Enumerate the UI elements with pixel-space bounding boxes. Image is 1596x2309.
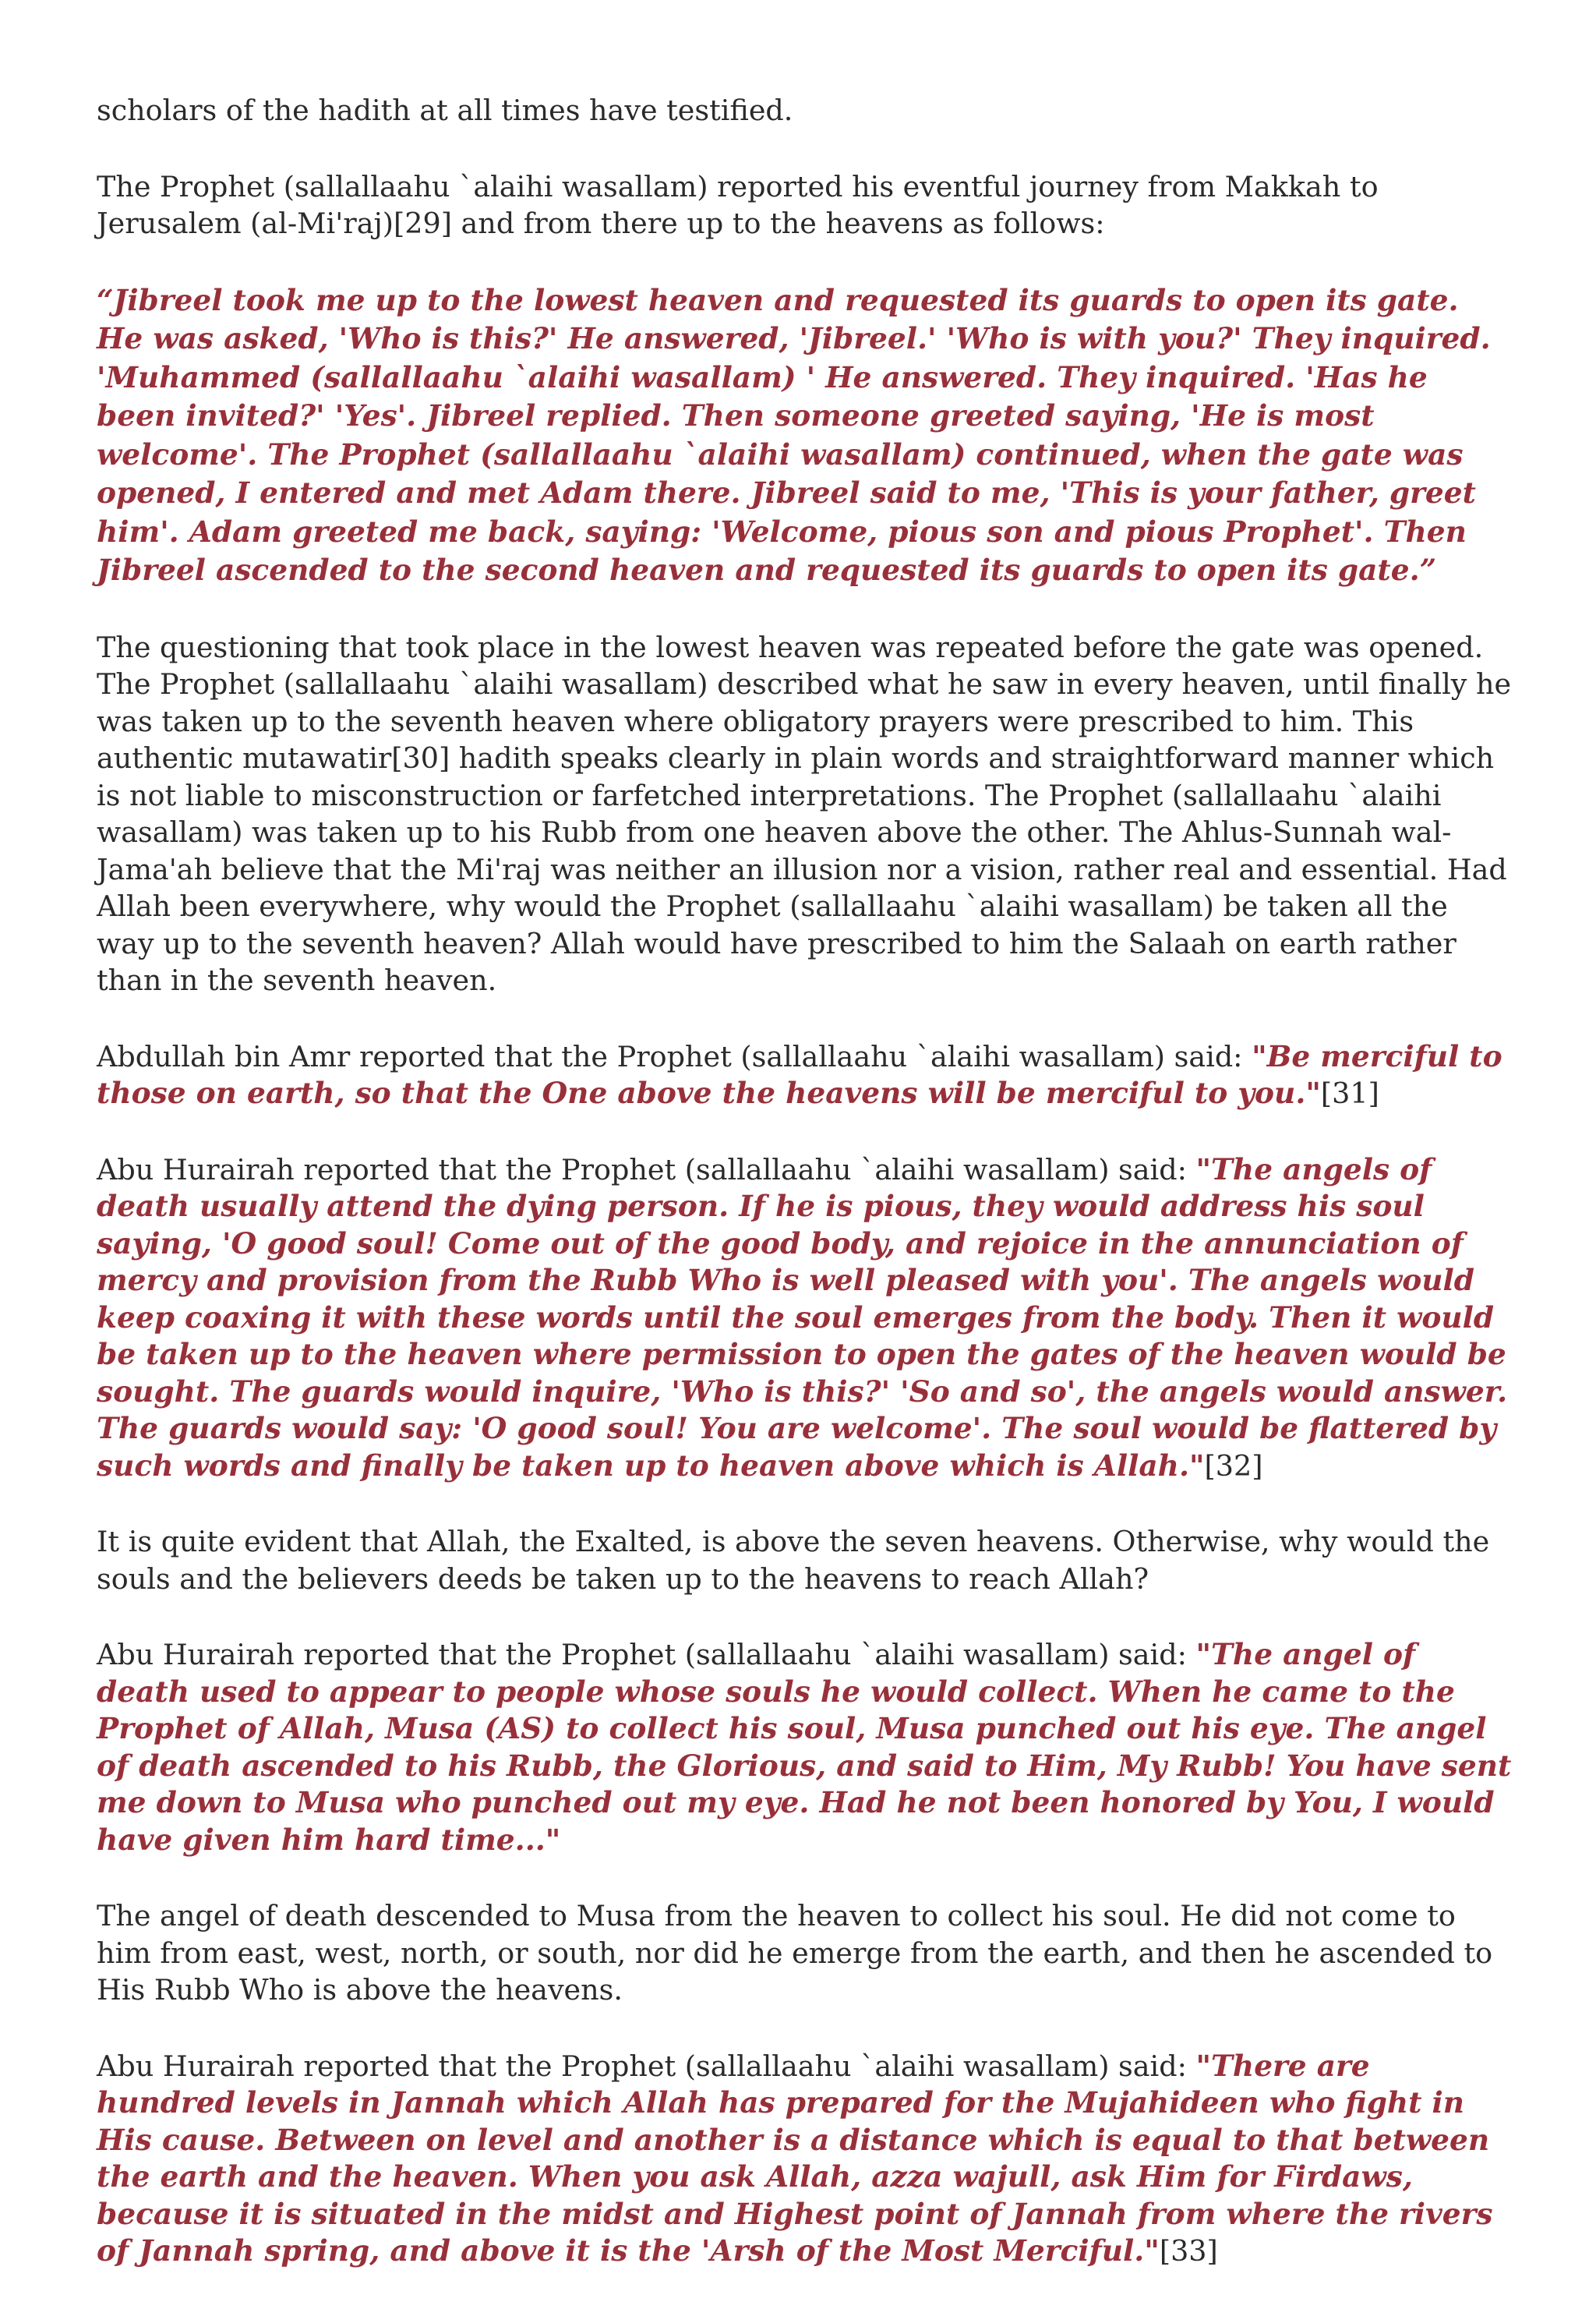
paragraph-5-quote: "Be merciful to those on earth, so that the One above the heavens will be merciful to you."	[97, 1038, 1502, 1110]
quote-block-miraj: “Jibreel took me up to the lowest heaven and requested its guards to open its gate. He was asked, 'Who is this?' He answered, 'Jibreel.' 'Who is with you?' They inquired. 'Muhammed (sallallaahu `alaihi wasallam) ' He answered. They inquired. 'Has he been invited?' 'Yes'. Jibreel replied. Then someone greeted saying, 'He is most welcome'. The Prophet (sallallaahu `alaihi wasallam) continued, when the gate was opened, I entered and met Adam there. Jibreel said to me, 'This is your father, greet him'. Adam greeted me back, saying: 'Welcome, pious son and pious Prophet'. Then Jibreel ascended to the second heaven and requested its guards to open its gate.”	[97, 282, 1491, 587]
document-page	[97, 92, 1513, 2309]
paragraph-2: The Prophet (sallallaahu `alaihi wasallam) reported his eventful journey from Makkah to Jerusalem (al-Mi'raj)[29] and from there up to the heavens as follows:	[97, 169, 1379, 240]
paragraph-9: The angel of death descended to Musa from the heaven to collect his soul. He did not come to him from east, west, north, or south, nor did he emerge from the earth, and then he ascended to His Rubb Who is above the heavens.	[97, 1899, 1493, 2007]
paragraph-8-quote: "The angel of death used to appear to people whose souls he would collect. When he came to the Prophet of Allah, Musa (AS) to collect his soul, Musa punched out his eye. The angel of death ascended to his Rubb, the Glorious, and said to Him, My Rubb! You have sent me down to Musa who punched out my eye. Had he not been honored by You, I would have given him hard time..."	[97, 1637, 1512, 1857]
paragraph-1: scholars of the hadith at all times have testified.	[97, 94, 793, 127]
paragraph-6	[97, 1151, 1513, 1485]
paragraph-7: It is quite evident that Allah, the Exalted, is above the seven heavens. Otherwise, why would the souls and the believers deeds be taken up to the heavens to reach Allah?	[97, 1525, 1490, 1596]
paragraph-4: The questioning that took place in the lowest heaven was repeated before the gate was opened. The Prophet (sallallaahu `alaihi wasallam) described what he saw in every heaven, until finally he was taken up to the seventh heaven where obligatory prayers were prescribed to him. This authentic mutawatir[30] hadith speaks clearly in plain words and straightforward manner which is not liable to misconstruction or farfetched interpretations. The Prophet (sallallaahu `alaihi wasallam) was taken up to his Rubb from one heaven above the other. The Ahlus-Sunnah wal-Jama'ah believe that the Mi'raj was neither an illusion nor a vision, rather real and essential. Had Allah been everywhere, why would the Prophet (sallallaahu `alaihi wasallam) be taken all the way up to the seventh heaven? Allah would have prescribed to him the Salaah on earth rather than in the seventh heaven.	[97, 630, 1512, 997]
paragraph-5	[97, 1038, 1513, 1112]
paragraph-5-footnote-ref[interactable]: [31]	[1320, 1077, 1379, 1110]
paragraph-10	[97, 2048, 1513, 2270]
paragraph-5-intro: Abdullah bin Amr reported that the Prophet (sallallaahu `alaihi wasallam) said:	[97, 1039, 1252, 1073]
paragraph-8	[97, 1636, 1513, 1858]
paragraph-10-footnote-ref[interactable]: [33]	[1159, 2234, 1218, 2268]
paragraph-10-intro: Abu Hurairah reported that the Prophet (sallallaahu `alaihi wasallam) said:	[97, 2049, 1196, 2083]
paragraph-6-intro: Abu Hurairah reported that the Prophet (sallallaahu `alaihi wasallam) said:	[97, 1152, 1196, 1186]
paragraph-8-intro: Abu Hurairah reported that the Prophet (sallallaahu `alaihi wasallam) said:	[97, 1638, 1196, 1671]
paragraph-6-footnote-ref[interactable]: [32]	[1204, 1448, 1263, 1483]
paragraph-6-quote: "The angels of death usually attend the dying person. If he is pious, they would address his soul saying, 'O good soul! Come out of the good body, and rejoice in the annunciation of mercy and provision from the Rubb Who is well pleased with you'. The angels would keep coaxing it with these words until the soul emerges from the body. Then it would be taken up to the heaven where permission to open the gates of the heaven would be sought. The guards would inquire, 'Who is this?' 'So and so', the angels would answer. The guards would say: 'O good soul! You are welcome'. The soul would be flattered by such words and finally be taken up to heaven above which is Allah."	[97, 1151, 1508, 1483]
paragraph-10-quote: "There are hundred levels in Jannah which Allah has prepared for the Mujahideen who fight in His cause. Between on level and another is a distance which is equal to that between the earth and the heaven. When you ask Allah, azza wajull, ask Him for Firdaws, because it is situated in the midst and Highest point of Jannah from where the rivers of Jannah spring, and above it is the 'Arsh of the Most Merciful."	[97, 2048, 1493, 2268]
